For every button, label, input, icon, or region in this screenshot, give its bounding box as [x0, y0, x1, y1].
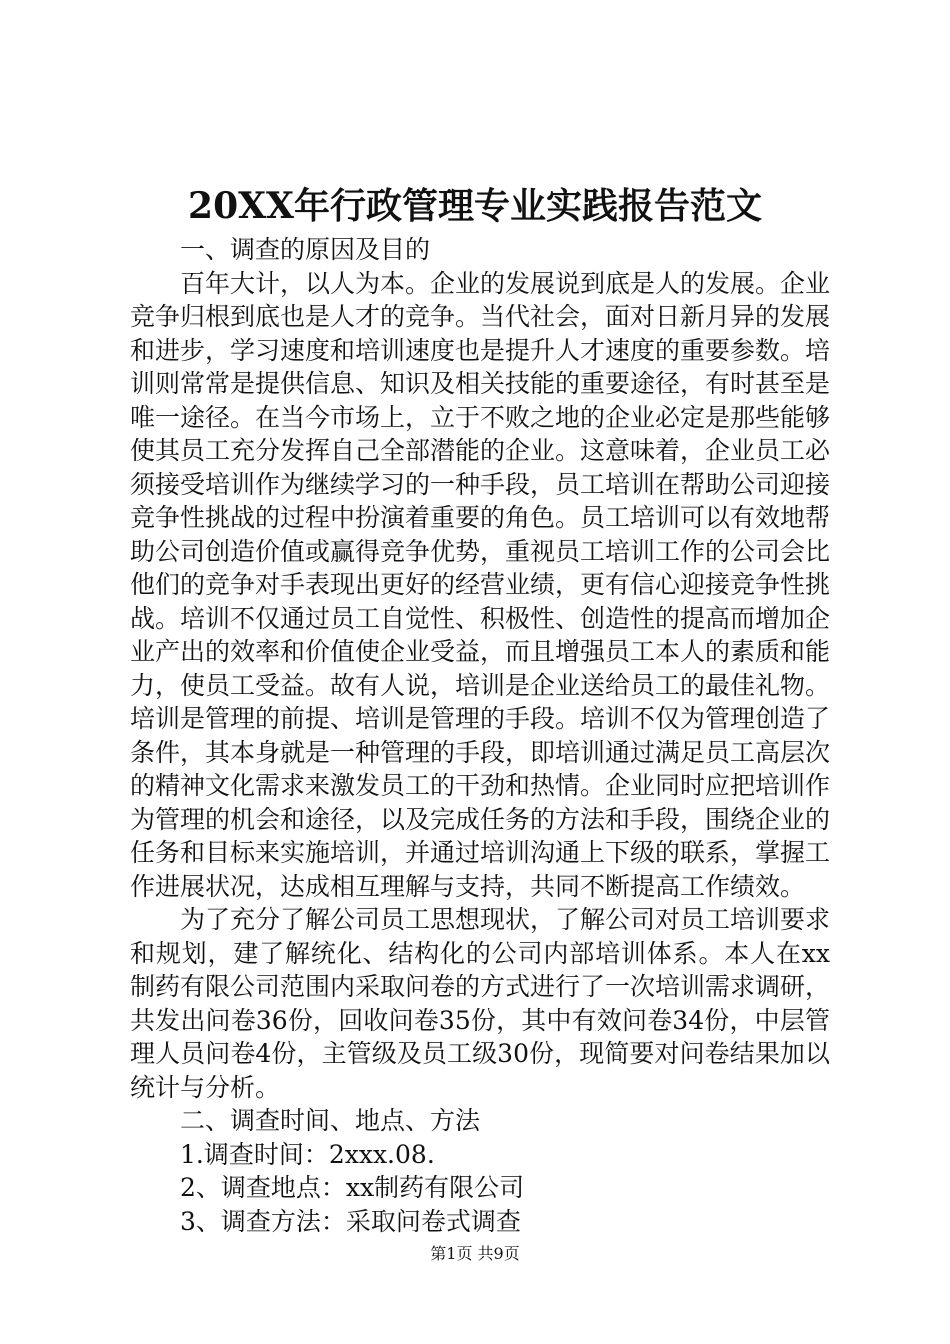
paragraph: 为了充分了解公司员工思想现状，了解公司对员工培训要求和规划，建了解统化、结构化的公司内部培训体系。本人在xx制药有限公司范围内采取问卷的方式进行了一次培训需求调研，共发出问卷36份，回收问卷35份，其中有效问卷34份，中层管理人员问卷4份，主管级及员工级30份，现简要对问卷结果加以统计与分析。 [130, 905, 831, 1102]
document-title: 20XX年行政管理专业实践报告范文 [188, 185, 762, 227]
section-heading: 二、调查时间、地点、方法 [180, 1106, 481, 1135]
document-body [130, 233, 830, 1238]
list-item: 1.调查时间：2xxx.08. [180, 1139, 435, 1169]
paragraph: 百年大计，以人为本。企业的发展说到底是人的发展。企业竞争归根到底也是人才的竞争。当代社会，面对日新月异的发展和进步，学习速度和培训速度也是提升人才速度的重要参数。培训则常常是提供信息、知识及相关技能的重要途径，有时甚至是唯一途径。在当今市场上，立于不败之地的企业必定是那些能够使其员工充分发挥自己全部潜能的企业。这意味着，企业员工必须接受培训作为继续学习的一种手段，员工培训在帮助公司迎接竞争性挑战的过程中扮演着重要的角色。员工培训可以有效地帮助公司创造价值或赢得竞争优势，重视员工培训工作的公司会比他们的竞争对手表现出更好的经营业绩，更有信心迎接竞争性挑战。培训不仅通过员工自觉性、积极性、创造性的提高而增加企业产出的效率和价值使企业受益，而且增强员工本人的素质和能力，使员工受益。故有人说，培训是企业送给员工的最佳礼物。培训是管理的前提、培训是管理的手段。培训不仅为管理创造了条件，其本身就是一种管理的手段，即培训通过满足员工高层次的精神文化需求来激发员工的干劲和热情。企业同时应把培训作为管理的机会和途径，以及完成任务的方法和手段，围绕企业的任务和目标来实施培训，并通过培训沟通上下级的联系，掌握工作进展状况，达成相互理解与支持，共同不断提高工作绩效。 [130, 268, 831, 901]
list-item: 2、调查地点：xx制药有限公司 [180, 1173, 525, 1202]
page-number: 第1页 共9页 [430, 1244, 520, 1263]
list-item: 3、调查方法：采取问卷式调查 [180, 1206, 521, 1236]
section-heading: 一、调查的原因及目的 [180, 235, 431, 264]
